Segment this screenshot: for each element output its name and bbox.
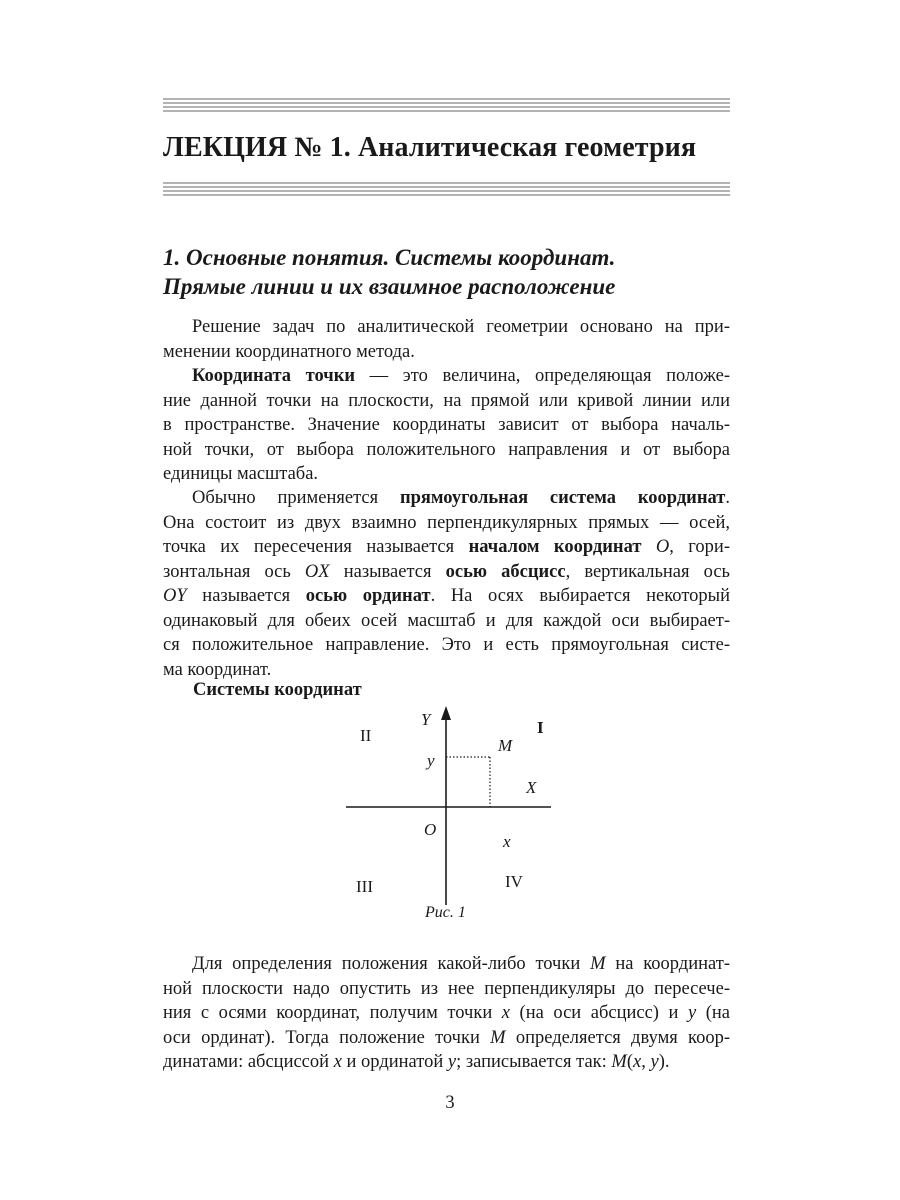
symbol-x: x [333,1052,342,1072]
paragraph-1 [163,315,730,364]
text-span: Обычно применяется [192,488,400,508]
symbol-m: M [490,1027,506,1048]
term-rect-system: прямоугольная система координат [399,488,726,508]
symbol-m: M [611,1052,627,1072]
symbol-oy: OY [163,586,187,606]
text-line [163,1001,730,1026]
term-coordinate: Координата точки [192,366,356,386]
symbol-o: O [641,537,670,557]
text-line: единицы масштаба. [163,464,319,484]
lecture-title: ЛЕКЦИЯ № 1. Аналитическая геометрия [163,132,697,163]
section-title-line-2: Прямые линии и их взаимное расположение [163,274,616,299]
text-span: ния с осями координат, получим точки [163,1003,502,1023]
text-line [163,535,730,560]
header-rule-bottom [163,182,730,198]
text-line: в пространстве. Значение координаты зависит от выбора началь- [163,415,730,435]
y-axis-arrow [441,706,451,720]
paragraph-3 [163,486,730,682]
coordinate-figure [330,700,570,930]
text-line [163,952,730,977]
figure-number-label: Рис. 1 [425,904,466,921]
text-line [163,584,730,609]
point-y-label: y [427,751,435,770]
paragraph-4 [163,952,730,1075]
axis-y-label: Y [421,710,431,729]
text-span: на координат- [605,954,730,974]
text-span: называется [186,586,306,606]
quadrant-4-label: IV [505,872,523,891]
symbol-x: x [501,1003,510,1023]
text-line: ной точки, от выбора положительного направления и от выбора [163,439,730,460]
header-rule-top [163,98,730,114]
symbol-y: y [650,1052,659,1072]
axis-x-label: X [526,778,537,797]
paragraph-2 [163,364,730,487]
figure-caption: Системы координат [193,680,362,700]
text-line: ся положительное направление. Это и есть прямоугольная систе- [163,635,730,655]
symbol-y: y [447,1052,457,1072]
page-number: 3 [445,1093,455,1113]
text-line [163,486,730,511]
text-span: Для определения положения какой-либо точки [192,954,591,974]
symbol-ox: OX [304,561,330,582]
text-span: — это величина, определяющая положе- [355,366,730,386]
text-span: ; записывается так: [456,1052,612,1072]
text-span: , [641,1052,651,1072]
text-span: точка их пересечения называется [163,537,469,557]
text-line: ной плоскости надо опустить из нее перпендикуляры до пересече- [163,978,730,999]
text-line: Решение задач по аналитической геометрии основано на при- [192,317,730,337]
quadrant-1-label: I [537,718,544,737]
text-span: , гори- [669,537,730,557]
term-origin: началом координат [468,537,642,557]
text-line: Она состоит из двух взаимно перпендикулярных прямых — осей, [163,512,730,533]
text-line: ма координат. [163,659,272,680]
term-abscissa: осью абсцисс [445,561,566,582]
text-line: менении координатного метода. [163,341,415,362]
text-span: оси ординат). Тогда положение точки [163,1027,491,1048]
symbol-y: y [687,1003,697,1023]
text-span: зонтальная ось [163,561,305,582]
text-line [163,560,730,585]
point-x-label: x [503,832,511,851]
text-span: и ординатой [341,1052,448,1072]
text-line [163,1050,730,1075]
text-line: одинаковый для обеих осей масштаб и для каждой оси выбирает- [163,610,730,631]
origin-label: O [424,820,437,839]
text-span: . [725,488,730,508]
text-line: ние данной точки на плоскости, на прямой или кривой линии или [163,390,730,411]
text-span: (на оси абсцисс) и [510,1003,688,1023]
section-title-line-1: 1. Основные понятия. Системы координат. [163,245,616,270]
quadrant-3-label: III [356,877,373,896]
text-span: определяется двумя коор- [505,1027,731,1048]
symbol-x: x [633,1052,642,1072]
text-line [163,1026,730,1051]
quadrant-2-label: II [360,726,372,745]
text-span: динатами: абсциссой [163,1052,334,1072]
point-m-label: M [498,736,513,755]
text-span: (на [696,1003,731,1023]
text-span: . На осях выбирается некоторый [430,586,730,606]
section-title [163,243,615,301]
term-ordinate: осью ординат [305,586,431,606]
text-span: ( [626,1052,634,1072]
text-line [163,364,730,389]
symbol-m: M [590,954,606,974]
text-span: называется [329,561,446,582]
text-span: ). [658,1052,670,1072]
text-span: , вертикальная ось [565,561,730,582]
